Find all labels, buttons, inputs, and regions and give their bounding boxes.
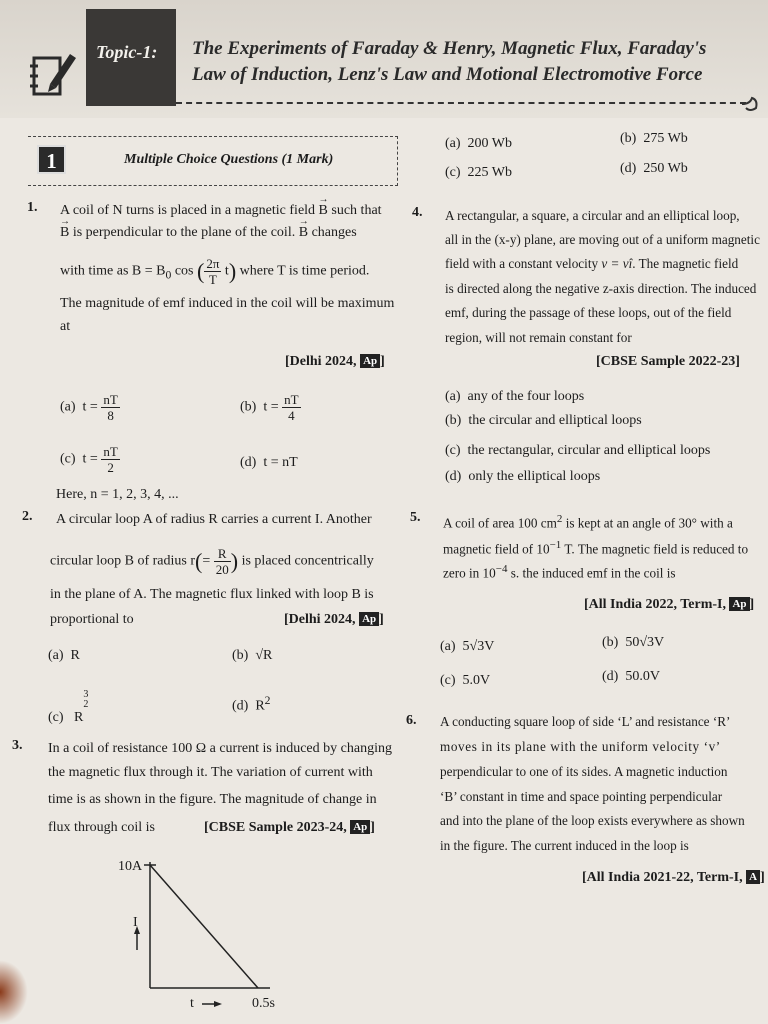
q3-ap-badge: Ap xyxy=(350,820,370,834)
q1-option-d xyxy=(240,452,298,474)
q2-option-d xyxy=(232,690,271,718)
q3-option-c-text: 225 Wb xyxy=(467,165,513,180)
q3-source-end: ] xyxy=(370,820,375,835)
q3-line-2: the magnetic flux through it. The variation of current with xyxy=(48,765,373,780)
q5-text: with a xyxy=(696,515,733,531)
q2-option-b-text: √R xyxy=(255,648,273,663)
q4-option-b xyxy=(445,410,642,432)
topic-title xyxy=(192,36,722,88)
q4-line-1: A rectangular, a square, a circular and an elliptical loop, xyxy=(445,208,740,223)
graph-t-label: t xyxy=(190,996,194,1011)
q3-option-b-text: 275 Wb xyxy=(643,131,688,146)
q5-source-text: [All India 2022, Term-I, xyxy=(584,597,726,612)
q2-option-d-base: R xyxy=(255,698,265,714)
q6-line-1: A conducting square loop of side ‘L’ and resistance ‘R’ xyxy=(440,714,731,729)
q1-vector-b: → B xyxy=(60,222,69,244)
q2-line-3: in the plane of A. The magnetic flux linked with loop B is xyxy=(50,587,374,602)
q5-text: is kept at an angle of 30° xyxy=(562,515,697,531)
q1-ap-badge: Ap xyxy=(360,354,380,368)
q4-option-c xyxy=(445,440,710,462)
q5-option-b-label: (b) xyxy=(602,635,619,650)
q6-source-end: ] xyxy=(760,870,765,885)
q4-text: field with a constant velocity xyxy=(445,256,599,271)
q4-line-5: emf, during the passage of these loops, out of the field xyxy=(445,305,732,320)
q1-text: changes xyxy=(311,225,357,240)
q4-number: 4. xyxy=(412,205,423,220)
q3-option-d-text: 250 Wb xyxy=(643,161,688,176)
topic-title-line-1: The Experiments of Faraday & Henry, Magnetic Flux, Faraday's xyxy=(192,38,707,59)
q2-fraction xyxy=(214,546,231,577)
q2-source-text: [Delhi 2024, xyxy=(284,612,356,627)
q1-source-text: [Delhi 2024, xyxy=(285,354,357,369)
q1-vector-b: → B xyxy=(299,222,308,244)
q5-option-a-text: 5√3V xyxy=(462,639,495,654)
q1-option-a-fraction xyxy=(101,392,119,423)
q4-option-d xyxy=(445,466,600,488)
pencil-notebook-icon xyxy=(28,48,78,100)
q1-number: 1. xyxy=(27,200,38,215)
q5-option-b xyxy=(602,632,664,654)
q1-text: A coil of N turns is placed in a magnetic field xyxy=(60,203,316,218)
q1-option-c xyxy=(60,444,120,475)
q1-vector-b: → B xyxy=(319,200,328,222)
q1-option-a-label: (a) xyxy=(60,399,76,415)
q6-line-6: in the figure. The current induced in the loop is xyxy=(440,838,689,853)
q2-ap-badge: Ap xyxy=(359,612,379,626)
q1-note: Here, n = 1, 2, 3, 4, ... xyxy=(56,487,179,502)
q5-ap-badge: Ap xyxy=(729,597,749,611)
q5-option-d-label: (d) xyxy=(602,669,619,684)
q4-option-a-label: (a) xyxy=(445,389,461,404)
q1-line-3: with time as $B = B_0$ cos ( $\frac{2\pi}{T}$ t) where T is time period. xyxy=(60,256,370,287)
q3-line-4: flux through coil is xyxy=(48,820,155,835)
q2-option-c-exp-den: 2 xyxy=(83,699,89,710)
q5-option-b-text: 50√3V xyxy=(625,635,665,650)
graph-x-label: 0.5s xyxy=(252,996,275,1011)
q6-number: 6. xyxy=(406,713,417,728)
frac-num: R xyxy=(214,546,231,562)
section-title: Multiple Choice Questions (1 Mark) xyxy=(124,152,334,167)
q2-option-d-exp: 2 xyxy=(264,694,271,707)
q3-option-d-label: (d) xyxy=(620,161,637,176)
header-dashed-rule xyxy=(176,102,746,104)
q3-option-b-label: (b) xyxy=(620,131,637,146)
q3-option-b xyxy=(620,128,688,150)
q5-line-2 xyxy=(443,534,765,560)
q2-option-a-text: R xyxy=(70,648,80,663)
q5-option-c xyxy=(440,670,490,692)
q1-line-4: The magnitude of emf induced in the coil will be maximum xyxy=(60,296,395,311)
q2-line-1: A circular loop A of radius R carries a current I. Another xyxy=(56,512,372,527)
graph-i-label: I xyxy=(133,915,138,930)
section-number: 1 xyxy=(37,145,66,174)
q5-option-a-label: (a) xyxy=(440,639,456,654)
q3-option-d xyxy=(620,158,688,180)
q1-text: such that xyxy=(331,203,382,218)
q1-option-c-pre: t = xyxy=(82,451,98,467)
q2-option-b xyxy=(232,645,272,667)
q1-option-c-fraction xyxy=(101,444,119,475)
q1-option-d-text: t = nT xyxy=(263,455,298,470)
q4-option-b-text: the circular and elliptical loops xyxy=(468,413,642,428)
q2-option-c-base: R xyxy=(74,710,84,725)
q5-text: zero in 10 xyxy=(443,565,496,581)
q1-option-d-label: (d) xyxy=(240,455,257,470)
q4-line-6: region, will not remain constant for xyxy=(445,330,632,345)
q1-frac-num: 2π xyxy=(206,256,220,271)
q6-line-4: ‘B’ constant in time and space pointing perpendicular xyxy=(440,789,723,804)
q2-option-d-label: (d) xyxy=(232,698,249,714)
q4-option-c-text: the rectangular, circular and elliptical loops xyxy=(467,443,711,458)
q6-source xyxy=(582,867,765,889)
q1-option-b-label: (b) xyxy=(240,399,257,415)
q1-frac-den: T xyxy=(208,272,217,287)
q5-text: s. the induced emf in the coil is xyxy=(507,565,676,581)
q5-option-c-label: (c) xyxy=(440,673,456,688)
q2-source-end: ] xyxy=(379,612,384,627)
q1-text: where T is time period. xyxy=(239,263,370,279)
q1-source-end: ] xyxy=(380,354,385,369)
q5-text: magnetic field of 10 xyxy=(443,541,550,557)
frac-den: 2 xyxy=(107,460,114,475)
frac-num: nT xyxy=(103,444,118,459)
q3-source-text: [CBSE Sample 2023-24, xyxy=(204,820,347,835)
q3-option-a-text: 200 Wb xyxy=(467,136,513,151)
header-dashed-rule-end xyxy=(740,94,762,116)
q3-source xyxy=(204,817,375,839)
q2-option-a xyxy=(48,645,80,667)
q1-option-b xyxy=(240,392,301,423)
q1-line-5: at xyxy=(60,319,71,334)
q5-option-a xyxy=(440,636,494,658)
q3-number: 3. xyxy=(12,738,23,753)
q4-option-d-text: only the elliptical loops xyxy=(468,469,601,484)
q6-a-badge: A xyxy=(746,870,760,884)
q2-r: r xyxy=(190,553,196,569)
q6-line-5: and into the plane of the loop exists everywhere as shown xyxy=(440,813,745,828)
q1-t: t xyxy=(224,263,229,279)
q1-subscript: 0 xyxy=(165,268,172,282)
q5-sup: 2 xyxy=(556,513,563,525)
frac-den: 20 xyxy=(215,562,229,577)
graph-t-arrowhead xyxy=(214,1001,222,1007)
q3-line-3: time is as shown in the figure. The magnitude of change in xyxy=(48,792,377,807)
graph-y-label: 10A xyxy=(118,859,143,874)
q6-line-3: perpendicular to one of its sides. A magnetic induction xyxy=(440,764,728,779)
q2-source xyxy=(284,609,384,631)
q4-option-b-label: (b) xyxy=(445,413,462,428)
q1-option-b-pre: t = xyxy=(263,399,279,415)
q4-line-3 xyxy=(445,253,765,275)
q5-sup: −1 xyxy=(549,539,562,551)
q5-sup: −4 xyxy=(495,563,508,575)
q5-number: 5. xyxy=(410,510,421,525)
frac-den: 8 xyxy=(107,408,114,423)
q4-line-2: all in the (x-y) plane, are moving out of a uniform magnetic xyxy=(445,232,760,247)
q3-option-c-label: (c) xyxy=(445,165,461,180)
q2-text: is placed concentrically xyxy=(241,553,374,569)
q2-line-2: circular loop B of radius r(= $\frac{R}{20}$ ) is placed concentrically xyxy=(50,546,374,577)
q1-option-a-pre: t = xyxy=(82,399,98,415)
q2-eq: = xyxy=(202,553,211,569)
q1-line-2 xyxy=(60,222,400,244)
q5-line-1 xyxy=(443,508,765,534)
q4-velocity: v = vî xyxy=(601,256,633,271)
q3-line-1: In a coil of resistance 100 Ω a current is induced by changing xyxy=(48,741,392,756)
q1-fraction xyxy=(204,256,221,287)
q1-option-a xyxy=(60,392,120,423)
frac-num: nT xyxy=(284,392,299,407)
q4-option-a-text: any of the four loops xyxy=(467,389,585,404)
q1-line-1 xyxy=(60,200,400,222)
page-edge-shadow xyxy=(0,960,28,1024)
q5-text: T. The magnetic field is reduced to xyxy=(561,541,749,557)
q5-source xyxy=(584,594,754,616)
q6-line-2: moves in its plane with the uniform velocity ‘v’ xyxy=(440,739,721,754)
q4-source: [CBSE Sample 2022-23] xyxy=(596,354,740,369)
q5-option-c-text: 5.0V xyxy=(462,673,491,688)
q4-option-c-label: (c) xyxy=(445,443,461,458)
q3-option-a-label: (a) xyxy=(445,136,461,151)
q5-option-d xyxy=(602,666,660,688)
q2-option-a-label: (a) xyxy=(48,648,64,663)
q2-option-c xyxy=(48,690,88,729)
q2-option-c-exp-num: 3 xyxy=(83,689,89,700)
q4-option-d-label: (d) xyxy=(445,469,462,484)
q2-number: 2. xyxy=(22,509,33,524)
topic-label: Topic-1: xyxy=(96,42,158,62)
q4-option-a xyxy=(445,386,584,408)
q1-option-b-fraction xyxy=(282,392,300,423)
q4-text: . The magnetic field xyxy=(632,256,739,271)
q2-line-4: proportional to xyxy=(50,612,134,627)
q1-formula: with time as B = B xyxy=(60,263,166,279)
q1-text: is perpendicular to the plane of the coil. xyxy=(72,225,296,240)
q1-source xyxy=(285,351,385,373)
q6-source-text: [All India 2021-22, Term-I, xyxy=(582,870,743,885)
q5-source-end: ] xyxy=(749,597,755,612)
q2-option-b-label: (b) xyxy=(232,648,249,663)
q5-option-d-text: 50.0V xyxy=(625,669,660,684)
q2-text: circular loop B of radius xyxy=(50,553,187,569)
topic-title-line-2: Law of Induction, Lenz's Law and Motional Electromotive Force xyxy=(192,64,703,85)
q2-option-c-label: (c) xyxy=(48,710,64,725)
q1-option-c-label: (c) xyxy=(60,451,76,467)
q3-option-c xyxy=(445,162,512,184)
q5-line-3 xyxy=(443,558,765,584)
q3-option-a xyxy=(445,133,512,155)
graph-current-line xyxy=(150,865,258,988)
q4-line-4: is directed along the negative z-axis direction. The induced xyxy=(445,281,757,296)
frac-num: nT xyxy=(103,392,118,407)
frac-den: 4 xyxy=(288,408,295,423)
q5-text: A coil of area 100 cm xyxy=(443,515,557,531)
q1-cos: cos xyxy=(174,263,194,279)
